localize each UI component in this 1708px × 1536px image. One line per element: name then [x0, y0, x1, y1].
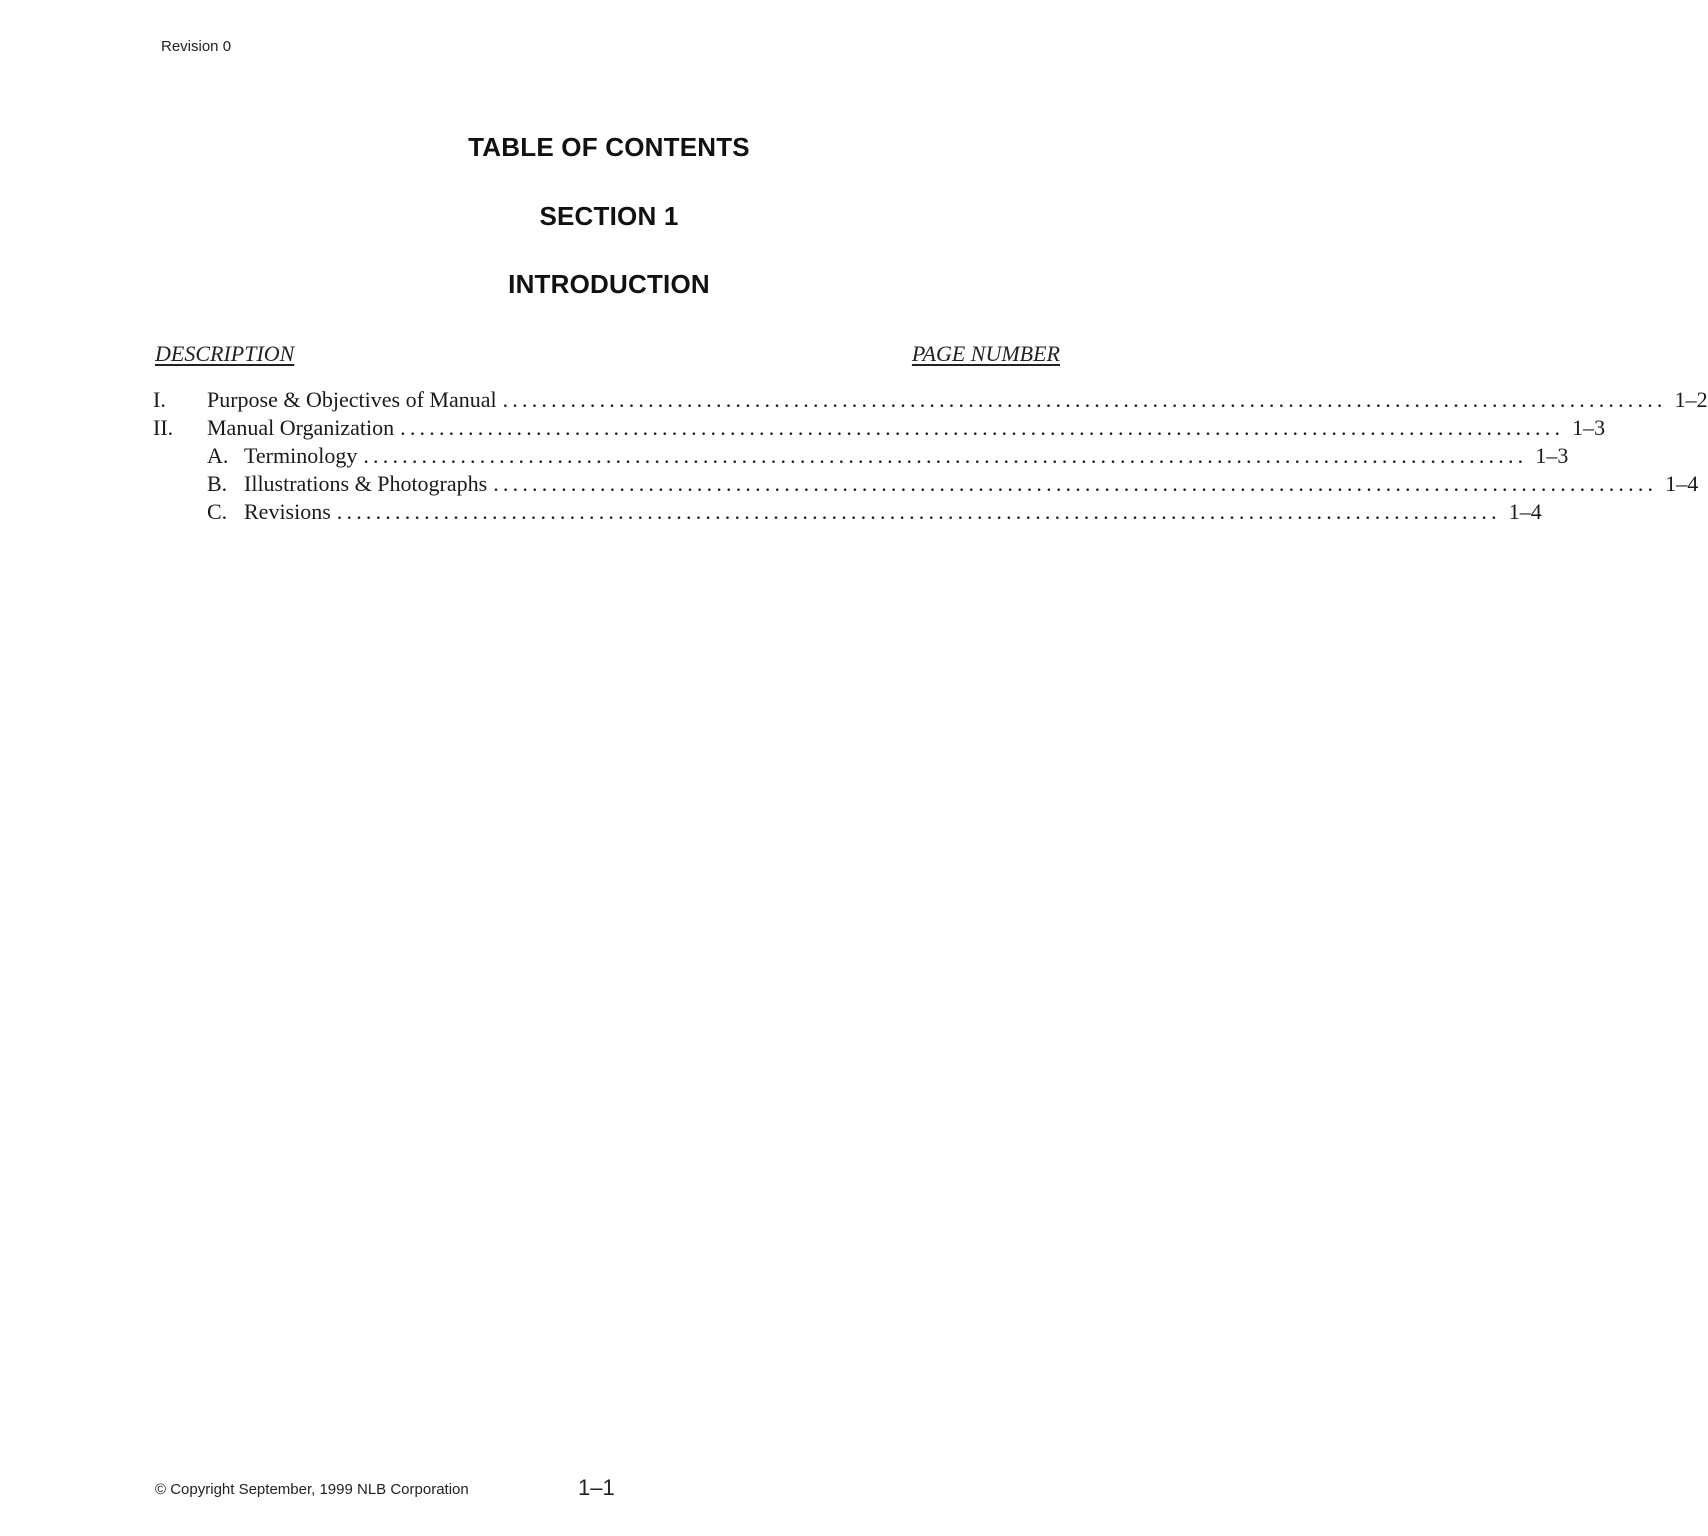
- toc-entry: [153, 386, 1708, 414]
- revision-label: Revision 0: [161, 38, 232, 55]
- toc-subentry: [153, 470, 1699, 498]
- toc-entry-title: Revisions: [244, 499, 331, 524]
- page-number: 1–1: [578, 1475, 615, 1500]
- section-subtitle: INTRODUCTION: [508, 269, 710, 299]
- toc-entry-number: I.: [153, 387, 166, 412]
- toc-entry-page: 1–4: [1665, 471, 1699, 496]
- toc-entry-page: 1–3: [1572, 415, 1606, 440]
- toc-subentry: [153, 442, 1569, 470]
- toc-entry-letter: A.: [207, 443, 229, 468]
- toc-entry-number: II.: [153, 415, 174, 440]
- toc-entry-page: 1–2: [1674, 387, 1708, 412]
- dot-leader: ........................................................................................................................: [400, 415, 1565, 440]
- section-title: SECTION 1: [539, 201, 679, 231]
- toc-entry-page: 1–3: [1535, 443, 1569, 468]
- dot-leader: ........................................................................................................................: [493, 471, 1658, 496]
- toc-entry-page: 1–4: [1508, 499, 1542, 524]
- toc-entry-letter: C.: [207, 499, 228, 524]
- toc-title: TABLE OF CONTENTS: [468, 132, 750, 162]
- toc-list: [153, 386, 1708, 526]
- toc-entry-title: Manual Organization: [207, 415, 395, 440]
- description-column-header: DESCRIPTION: [155, 341, 295, 366]
- copyright-notice: © Copyright September, 1999 NLB Corporation: [155, 1481, 469, 1498]
- toc-entry-letter: B.: [207, 471, 228, 496]
- dot-leader: ........................................................................................................................: [502, 387, 1667, 412]
- toc-entry-title: Terminology: [244, 443, 358, 468]
- toc-subentry: [153, 498, 1542, 526]
- dot-leader: ........................................................................................................................: [336, 499, 1501, 524]
- dot-leader: ........................................................................................................................: [363, 443, 1528, 468]
- toc-entry-title: Illustrations & Photographs: [244, 471, 488, 496]
- toc-entry-title: Purpose & Objectives of Manual: [207, 387, 497, 412]
- toc-entry: [153, 414, 1606, 442]
- page-number-column-header: PAGE NUMBER: [911, 341, 1060, 366]
